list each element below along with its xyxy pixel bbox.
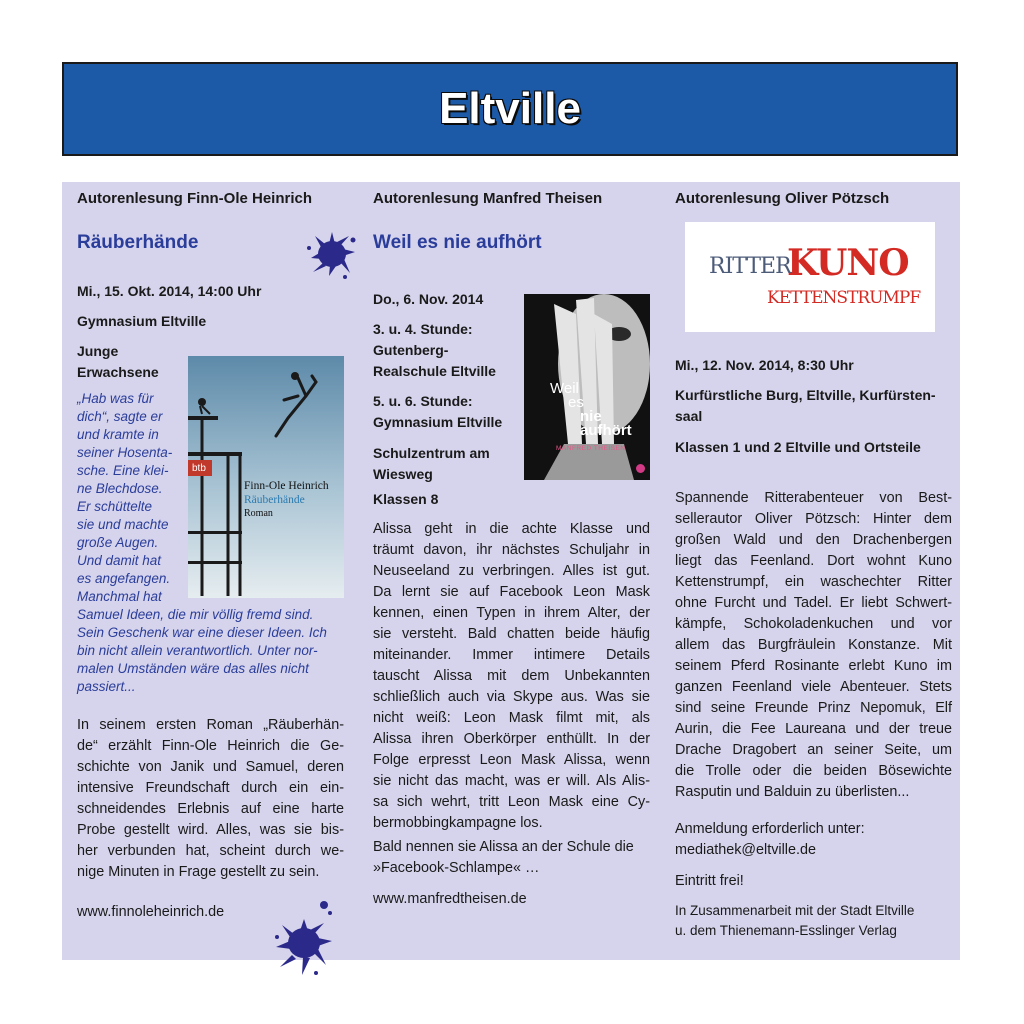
description-line: miteinander. Immer intimere Details — [373, 647, 650, 663]
description-line: kennen, einen Typen in ihrem Alter, der — [373, 605, 650, 621]
description-line: Folge erpresst Leon Mask Alissa, wenn — [373, 752, 650, 768]
page-title: Eltville — [439, 84, 581, 133]
cover2-title-line4: aufhört — [580, 422, 632, 439]
quote-line: Samuel Ideen, die mir völlig fremd sind. — [77, 607, 314, 622]
quote-line: große Augen. — [77, 535, 159, 550]
col1-venue: Gymnasium Eltville — [77, 313, 207, 329]
cover2-title-line3: nie — [580, 408, 602, 425]
quote-line: seiner Hosenta- — [77, 445, 173, 460]
quote-line: und kramte in — [77, 427, 159, 442]
partners-line: In Zusammenarbeit mit der Stadt Eltville — [675, 903, 915, 918]
logo-kettenstrumpf: KETTENSTRUMPF — [767, 288, 921, 308]
col2-heading: Autorenlesung Manfred Theisen — [373, 190, 603, 207]
slot-line: 5. u. 6. Stunde: — [373, 393, 473, 409]
ink-splat-icon — [305, 228, 359, 280]
teaser-line: »Facebook-Schlampe« … — [373, 860, 540, 876]
description-line: die Trolle oder die beiden Bösewichte — [675, 763, 952, 779]
ritter-kuno-logo — [685, 222, 935, 332]
quote-line: Sein Geschenk war eine dieser Ideen. Ich — [77, 625, 327, 640]
description-line: In seinem ersten Roman „Räuberhän- — [77, 717, 344, 733]
col1-audience — [77, 341, 159, 383]
quote-line: „Hab was für — [77, 391, 154, 406]
slot-line: 3. u. 4. Stunde: — [373, 321, 473, 337]
quote-line: Er schüttelte — [77, 499, 153, 514]
partners-line: u. dem Thienemann-Esslinger Verlag — [675, 923, 897, 938]
description-line: ohne Furcht und Tadel. Er liebt Schwert- — [675, 595, 952, 611]
col1-audience-line1: Junge — [77, 343, 119, 359]
diver-illustration-icon — [188, 356, 344, 598]
col3-classes: Klassen 1 und 2 Eltville und Ortsteile — [675, 439, 921, 455]
col2-slot3 — [373, 443, 490, 485]
col3-date: Mi., 12. Nov. 2014, 8:30 Uhr — [675, 357, 854, 373]
description-line: sie versteht. Bald chatten beide häufig — [373, 626, 650, 642]
venue-line: saal — [675, 408, 703, 424]
description-line: Probe gestellt wird. Alles, was sie bis- — [77, 822, 344, 838]
description-line: tauscht Alissa mit dem Unbekannten — [373, 668, 650, 684]
col2-description — [373, 519, 650, 834]
col1-audience-line2: Erwachsene — [77, 364, 159, 380]
col2-slot2 — [373, 391, 502, 433]
slot-line: Realschule Eltville — [373, 363, 496, 379]
quote-line: dich“, sagte er — [77, 409, 163, 424]
description-line: Drache Dragobert an seiner Seite, um — [675, 742, 952, 758]
col3-heading: Autorenlesung Oliver Pötzsch — [675, 190, 890, 207]
description-line: sa sich wehrt, tritt Leon Mask eine Cy- — [373, 794, 650, 810]
publisher-badge-icon — [636, 464, 645, 473]
description-line: sind seine Freunde Prinz Nepomuk, Elf — [675, 700, 952, 716]
col2-date: Do., 6. Nov. 2014 — [373, 291, 484, 307]
quote-line: passiert... — [77, 679, 136, 694]
description-line: Da lernt sie auf Facebook Leon Mask — [373, 584, 650, 600]
col1-website-link[interactable]: www.finnoleheinrich.de — [77, 904, 225, 920]
cover2-title-line2: es — [568, 394, 584, 411]
description-line: seinem Pferd Rosinante erlebt Kuno im — [675, 658, 952, 674]
cover2-author: MANFRED THEISEN — [556, 445, 626, 452]
col1-heading: Autorenlesung Finn-Ole Heinrich — [77, 190, 313, 207]
book-cover-weil-es-nie-aufhoert — [524, 294, 650, 480]
cover2-title-line1: Weil — [550, 380, 579, 397]
logo-kuno: KUNO — [787, 242, 909, 284]
description-line: schneidendes Erlebnis auf eine harte — [77, 801, 344, 817]
slot-line: Schulzentrum am — [373, 445, 490, 461]
description-line: allem das Burgfräulein Konstanze. Mit — [675, 637, 952, 653]
cover1-genre: Roman — [244, 508, 273, 519]
description-line: großen Wald und den Drachenbergen — [675, 532, 952, 548]
slot-line: Gymnasium Eltville — [373, 414, 503, 430]
cover1-author: Finn-Ole Heinrich — [244, 480, 329, 492]
book-cover-raeuberhaende — [188, 356, 344, 598]
quote-line: sche. Eine klei- — [77, 463, 169, 478]
col3-admission: Eintritt frei! — [675, 873, 744, 889]
title-banner — [62, 62, 958, 156]
description-line: träumt davon, ihr nächstes Schuljahr in — [373, 542, 650, 558]
slot-line: Wiesweg — [373, 466, 433, 482]
quote-line: malen Umständen wäre das alles nicht — [77, 661, 309, 676]
col1-book-title: Räuberhände — [77, 232, 199, 253]
col2-teaser — [373, 837, 653, 879]
description-line: de“ erzählt Finn-Ole Heinrich die Ge- — [77, 738, 344, 754]
description-line: sie nicht das macht, was er will. Als Alis- — [373, 773, 650, 789]
ink-splat-icon — [272, 897, 342, 979]
description-line: Alissa geht in die achte Klasse und — [373, 521, 650, 537]
quote-line: ne Blechdose. — [77, 481, 163, 496]
description-line: nige Minuten in Frage gestellt zu sein. — [77, 864, 320, 880]
quote-line: bin nicht allein verantwortlich. Unter nor- — [77, 643, 318, 658]
description-line: schließlich auch via Skype aus. Was sie — [373, 689, 650, 705]
cover1-title: Räuberhände — [244, 494, 305, 506]
description-line: bermobbingkampagne los. — [373, 815, 543, 831]
col3-venue — [675, 385, 936, 427]
description-line: Neuseeland zu verbringen. Alles ist gut. — [373, 563, 650, 579]
col2-website-link[interactable]: www.manfredtheisen.de — [373, 891, 527, 907]
description-line: kämpfe, Schokoladenkuchen und vor — [675, 616, 952, 632]
col2-classes: Klassen 8 — [373, 491, 439, 507]
col3-description — [675, 488, 952, 803]
description-line: liegt das Feenland. Dort wohnt Kuno — [675, 553, 952, 569]
col2-slot1 — [373, 319, 496, 382]
cover1-publisher: btb — [192, 463, 206, 474]
description-line: nicht weiß: Leon Mask filmt mit, als — [373, 710, 650, 726]
col1-date: Mi., 15. Okt. 2014, 14:00 Uhr — [77, 283, 262, 299]
description-line: schichte von Janik und Samuel, deren — [77, 759, 344, 775]
teaser-line: Bald nennen sie Alissa an der Schule die — [373, 839, 634, 855]
logo-ritter: RITTER — [709, 254, 791, 279]
registration-label: Anmeldung erforderlich unter: — [675, 821, 865, 837]
description-line: Alissa ihren Oberkörper enthüllt. In der — [373, 731, 650, 747]
col3-registration — [675, 819, 865, 861]
quote-line: sie und machte — [77, 517, 169, 532]
description-line: Kettenstrumpf, ein waschechter Ritter — [675, 574, 952, 590]
registration-email-link[interactable]: mediathek@eltville.de — [675, 842, 816, 858]
venue-line: Kurfürstliche Burg, Eltville, Kurfürsten- — [675, 387, 936, 403]
description-line: ganzen Feenland viele Abenteuer. Stets — [675, 679, 952, 695]
quote-line: es angefangen. — [77, 571, 171, 586]
description-line: Aurin, die Fee Laureana und der treue — [675, 721, 952, 737]
description-line: sellerautor Oliver Pötzsch: Hinter dem — [675, 511, 952, 527]
col1-description — [77, 715, 344, 883]
description-line: Rasputin und Balduin zu überlisten... — [675, 784, 910, 800]
col3-partners — [675, 901, 914, 941]
description-line: intensive Freundschaft durch ein ein- — [77, 780, 344, 796]
quote-line: Und damit hat — [77, 553, 162, 568]
slot-line: Gutenberg- — [373, 342, 449, 358]
quote-line: Manchmal hat — [77, 589, 162, 604]
description-line: Spannende Ritterabenteuer von Best- — [675, 490, 952, 506]
cover2-title — [550, 382, 632, 438]
col2-book-title: Weil es nie aufhört — [373, 232, 542, 253]
description-line: her verbunden hat, scheint durch we- — [77, 843, 344, 859]
